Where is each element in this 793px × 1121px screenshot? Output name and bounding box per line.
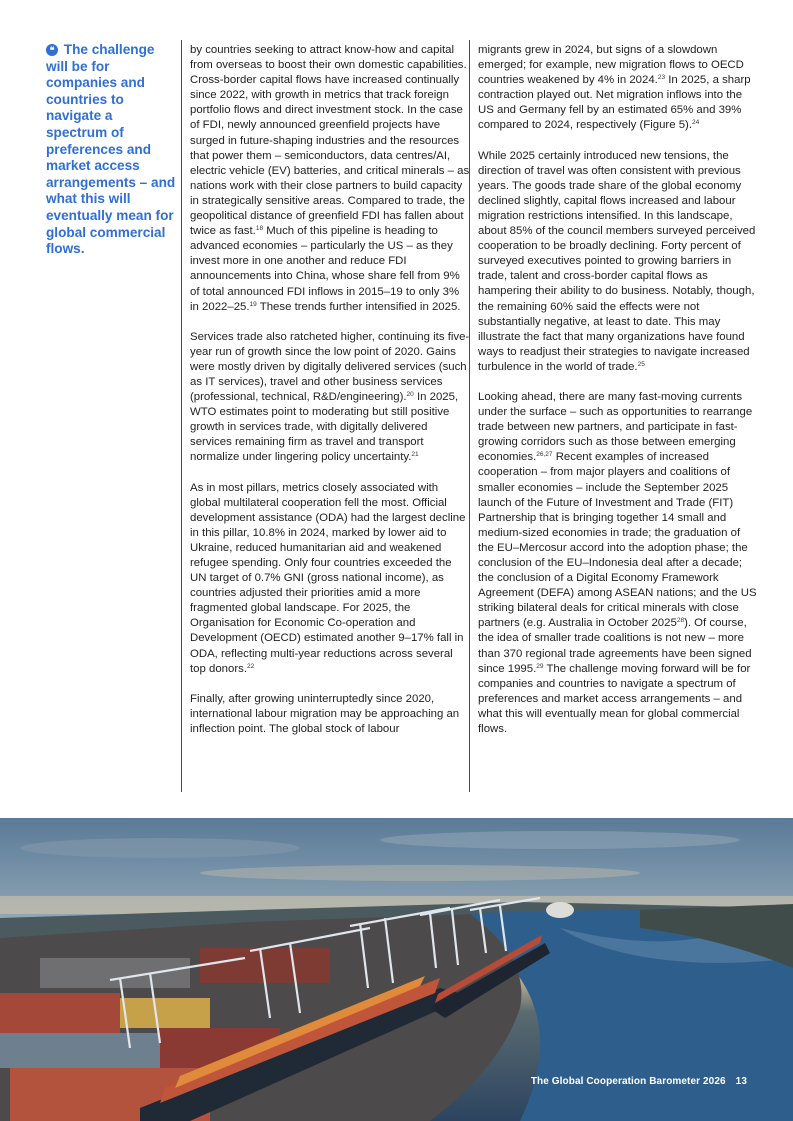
footnote-ref: 24 <box>692 119 700 127</box>
page-footer <box>531 1076 747 1087</box>
paragraph-text: Looking ahead, there are many fast-moving currents under the surface – such as opportunities to rearrange trade between new partners, and participate in fast-growing corridors such as those between emerging economies. <box>478 390 753 464</box>
paragraph-text: These trends further intensified in 2025. <box>256 300 461 313</box>
paragraph <box>190 43 470 315</box>
report-title: The Global Cooperation Barometer 2026 <box>530 1076 726 1087</box>
dome-building <box>546 902 574 918</box>
paragraph <box>478 43 758 134</box>
paragraph-text: migrants grew in 2024, but signs of a slowdown emerged; for example, new migration flows to OECD countries weakened by 4% in 2024. <box>478 44 744 87</box>
paragraph-text: Finally, after growing uninterruptedly since 2020, international labour migration may be approaching an inflection point. The global stock of labour <box>190 692 460 735</box>
paragraph-text: Recent examples of increased cooperation – from major players and coalitions of smaller economies – include the September 2025 launch of the Future of Investment and Trade (FIT) Partnership that is bringing together 14 small and medium-sized economies in trade; the graduation of the EU–Mercosur accord into the adoption phase; the conclusion of the EU–Indonesia deal after a decade; the conclusion of a Digital Economy Framework Agreement (DEFA) among ASEAN nations; and the US striking bilateral deals for critical minerals with close partners (e.g. Australia in October 2025 <box>478 451 757 630</box>
cloud <box>380 831 740 849</box>
paragraph-text: ). Of course, the idea of smaller trade coalitions is not new – more than 370 regional trade agreements have been signed since 1995. <box>478 617 752 675</box>
footnote-ref: 19 <box>249 300 257 308</box>
paragraph <box>190 330 470 466</box>
footnote-ref: 20 <box>406 391 414 399</box>
paragraph-text: Much of this pipeline is heading to advanced economies – particularly the US – as they invest more in one another and reduce FDI announcements into China, whose share fell from 9% of total announced FDI inflows in 2015–19 to only 3% in 2022–25. <box>190 225 460 313</box>
paragraph <box>478 390 758 737</box>
footnote-ref: 18 <box>255 225 264 233</box>
paragraph-text: by countries seeking to attract know-how and capital from overseas to boost their own domestic capabilities. Cross-border capital flows have increased continually since 2022, with growth in metrics that track foreign portfolio flows and direct investment stock. In the case of FDI, newly announced greenfield projects have surged in future-shaping industries and the resources that power them – semiconductors, data centres/AI, electric vehicle (EV) batteries, and critical minerals – as nations work with their close partners to build capacity in strategically sensitive areas. Compared to trade, the geopolitical distance of greenfield FDI has fallen about twice as fast. <box>190 44 470 238</box>
footnote-ref: 26,27 <box>536 451 553 459</box>
footnote-ref: 29 <box>536 662 544 670</box>
body-column-2 <box>478 43 758 752</box>
body-column-1 <box>190 43 470 752</box>
paragraph-text: In 2025, WTO estimates point to moderating but still positive growth in services trade, with digitally delivered services remaining firm as travel and transport normalize under lingering policy uncertainty. <box>190 391 459 464</box>
paragraph-text: Services trade also ratcheted higher, continuing its five-year run of growth since the low point of 2020. Gains were mostly driven by digitally delivered services (such as IT services), travel and other business services (professional, technical, R&D/engineering). <box>190 330 470 404</box>
paragraph <box>190 481 470 677</box>
footnote-ref: 22 <box>247 662 255 670</box>
quote-icon: ❝ <box>46 44 58 56</box>
footnote-ref: 28 <box>676 617 685 625</box>
footnote-ref: 23 <box>657 74 666 82</box>
pull-quote-text: The challenge will be for companies and countries to navigate a spectrum of preferences and market access arrangements – and what this will eventually mean for global commercial flows. <box>46 42 176 257</box>
footnote-ref: 25 <box>637 360 645 368</box>
cloud <box>20 838 300 858</box>
paragraph-text: While 2025 certainly introduced new tensions, the direction of travel was often consistent with previous years. The goods trade share of the global economy declined slightly, capital flows increased and labour migration restrictions intensified. In this landscape, about 85% of the council members surveyed perceived cooperation to be broadly declining. Forty percent of surveyed executives pointed to growing barriers in trade, talent and cross-border capital flows as hampering their ability to do business. Notably, though, the remaining 60% said the effects were not substantially negative, at least to date. This may illustrate the fact that many organizations have found ways to readjust their strategies to navigate increased turbulence in the world of trade. <box>478 149 756 373</box>
paragraph <box>190 692 470 737</box>
paragraph <box>478 149 758 375</box>
paragraph-text: The challenge moving forward will be for companies and countries to navigate a spectrum of preferences and market access arrangements – and what this will eventually mean for global commercial flows. <box>478 662 751 736</box>
paragraph-text: As in most pillars, metrics closely associated with global multilateral cooperation fell the most. Official development assistance (ODA) had the largest decline in this pillar, 10.8% in 2024, marked by lower aid to Ukraine, reduced humanitarian aid and weakened refugee spending. Only four countries exceeded the UN target of 0.7% GNI (gross national income), as countries adjusted their priorities amid a more fragmented global landscape. For 2025, the Organisation for Economic Co-operation and Development (OECD) estimated another 9–17% fall in ODA, reflecting multi-year reductions across several top donors. <box>190 481 466 675</box>
cloud <box>200 865 640 881</box>
page-number: 13 <box>735 1076 747 1087</box>
paragraph-text: In 2025, a sharp contraction played out. Net migration inflows into the US and Germany fell by an estimated 65% and 39% compared to 2024, respectively (Figure 5). <box>478 74 751 132</box>
pull-quote <box>46 42 176 258</box>
column-divider-left <box>181 40 182 792</box>
footnote-ref: 21 <box>411 451 419 459</box>
